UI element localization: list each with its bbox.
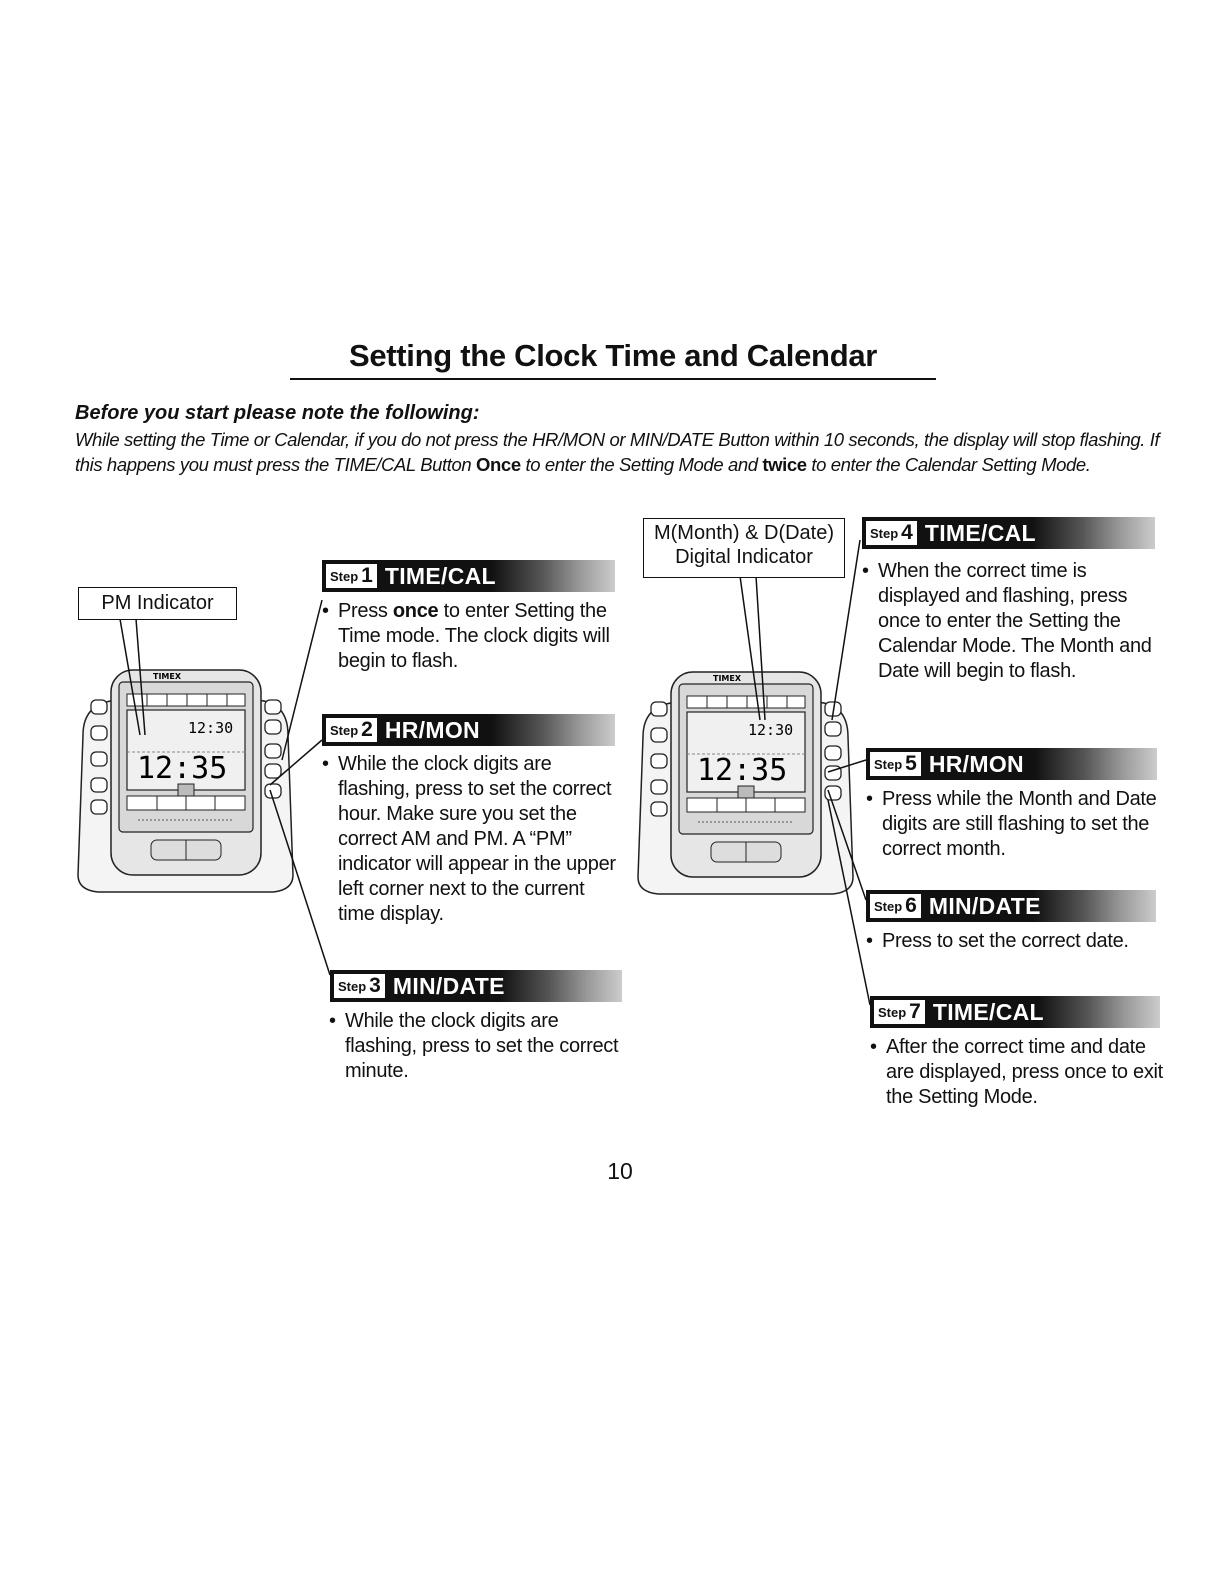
step-4-header: [862, 517, 1155, 549]
step-2-badge: Step 2: [326, 718, 377, 742]
page-title: Setting the Clock Time and Calendar: [290, 338, 936, 380]
right-clock-small-time: 12:30: [748, 721, 794, 739]
left-clock-small-time: 12:30: [188, 719, 234, 737]
step-5-header: [866, 748, 1157, 780]
note-twice: twice: [762, 454, 807, 475]
step-2-text: • While the clock digits are flashing, press to set the correct hour. Make sure you set the correct AM and PM. A “PM” indicator will appear in the upper left corner next to the current time display.: [320, 752, 618, 927]
step-6-header: [866, 890, 1156, 922]
step-5-text: • Press while the Month and Date digits are still flashing to set the correct month.: [864, 787, 1162, 862]
md-label-line-1: M(Month) & D(Date): [653, 522, 835, 544]
step-6-button: MIN/DATE: [928, 892, 1041, 919]
step-4-badge: Step 4: [866, 521, 917, 545]
note-once: Once: [476, 454, 521, 475]
step-1-badge: Step 1: [326, 564, 377, 588]
right-clock-brand: TIMEX: [713, 674, 742, 683]
step-5-badge: Step 5: [870, 752, 921, 776]
step-4-text: • When the correct time is displayed and flashing, press once to enter the Setting the Calendar Mode. The Month and Date will begin to flash.: [860, 559, 1157, 684]
step-2-button: HR/MON: [384, 716, 480, 743]
right-clock-illustration: [638, 672, 853, 894]
right-clock-main-time: 12:35: [697, 753, 788, 788]
note-heading: Before you start please note the following:: [75, 402, 480, 424]
step-1-text: • Press once to enter Setting the Time mode. The clock digits will begin to flash.: [320, 599, 618, 674]
step-1-header: [322, 560, 615, 592]
step-5-button: HR/MON: [928, 750, 1024, 777]
step-3-badge: Step 3: [334, 974, 385, 998]
note-text-2: to enter the Setting Mode and: [520, 454, 763, 475]
step-7-button: TIME/CAL: [932, 998, 1044, 1025]
step-7-text: • After the correct time and date are displayed, press once to exit the Setting Mode.: [868, 1035, 1166, 1110]
step-7-header: [870, 996, 1160, 1028]
step-6-text: • Press to set the correct date.: [864, 929, 1162, 954]
month-date-indicator-label: [643, 518, 845, 578]
step-2-header: [322, 714, 615, 746]
step-3-text: • While the clock digits are flashing, press to set the correct minute.: [327, 1009, 625, 1084]
step-3-header: [330, 970, 622, 1002]
step-3-button: MIN/DATE: [392, 972, 505, 999]
note-text-3: to enter the Calendar Setting Mode.: [806, 454, 1091, 475]
step-7-badge: Step 7: [874, 1000, 925, 1024]
step-4-button: TIME/CAL: [924, 519, 1036, 546]
left-clock-illustration: [78, 670, 293, 892]
left-clock-brand: TIMEX: [153, 672, 182, 681]
page-number: 10: [607, 1158, 633, 1184]
step-1-button: TIME/CAL: [384, 562, 496, 589]
note-text-1: While setting the Time or Calendar, if you do not press the HR/MON or MIN/DATE Button within 10 seconds, the display will stop flashing. If this happens you must press the TIME/CAL Button: [75, 429, 1160, 475]
md-label-line-2: Digital Indicator: [675, 546, 813, 568]
step-6-badge: Step 6: [870, 894, 921, 918]
pm-indicator-label: PM Indicator: [78, 587, 237, 620]
left-clock-main-time: 12:35: [137, 751, 228, 786]
